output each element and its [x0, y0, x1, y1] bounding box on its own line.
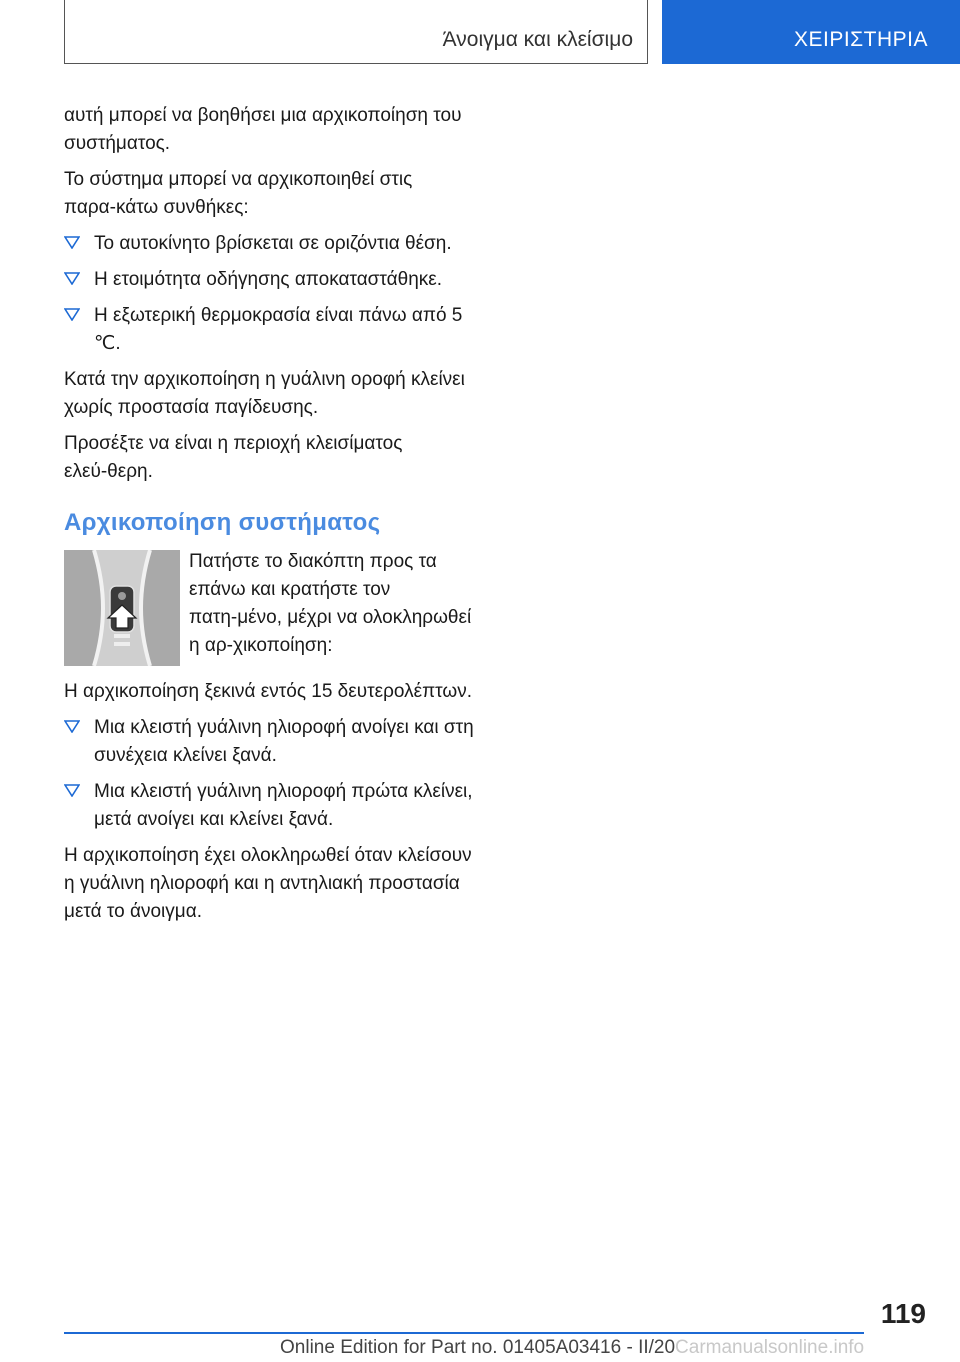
paragraph: Η αρχικοποίηση έχει ολοκληρωθεί όταν κλείσουν η γυάλινη ηλιοροφή και η αντηλιακή προστασία μετά το άνοιγμα.: [64, 845, 472, 922]
footer-edition: [280, 1337, 864, 1359]
section-heading: Αρχικοποίηση συστήματος: [64, 509, 381, 536]
triangle-bullet-icon: [64, 272, 80, 285]
list-item: [64, 230, 480, 258]
chapter-title: ΧΕΙΡΙΣΤΗΡΙΑ: [793, 28, 928, 51]
footer-divider: [64, 1332, 864, 1334]
figure-row: [64, 548, 480, 668]
list-item: [64, 266, 480, 294]
figure-instruction: Πατήστε το διακόπτη προς τα επάνω και κρατήστε τον πατη‑μένο, μέχρι να ολοκληρωθεί η αρ‑χικοποίηση:: [189, 551, 472, 656]
header-chapter-tab[interactable]: [662, 0, 960, 64]
watermark[interactable]: Carmanualsonline.info: [675, 1337, 865, 1358]
triangle-bullet-icon: [64, 308, 80, 321]
roof-switch-illustration: [64, 550, 180, 666]
triangle-bullet-icon: [64, 236, 80, 249]
page-number: 119: [880, 1298, 926, 1329]
paragraph: Προσέξτε να είναι η περιοχή κλεισίματος ελεύ‑θερη.: [64, 433, 403, 482]
edition-text: Online Edition for Part no. 01405A03416 - II/20: [280, 1337, 676, 1358]
list-item: [64, 302, 480, 358]
paragraph: Το σύστημα μπορεί να αρχικοποιηθεί στις παρα‑κάτω συνθήκες:: [64, 169, 413, 218]
list-item: [64, 778, 480, 834]
list-item-text: Η εξωτερική θερμοκρασία είναι πάνω από 5 ℃.: [94, 305, 463, 354]
list-item-text: Μια κλειστή γυάλινη ηλιοροφή πρώτα κλείνει, μετά ανοίγει και κλείνει ξανά.: [94, 781, 473, 830]
paragraph: Κατά την αρχικοποίηση η γυάλινη οροφή κλείνει χωρίς προστασία παγίδευσης.: [64, 369, 465, 418]
triangle-bullet-icon: [64, 784, 80, 797]
list-item-text: Μια κλειστή γυάλινη ηλιοροφή ανοίγει και στη συνέχεια κλείνει ξανά.: [94, 717, 474, 766]
triangle-bullet-icon: [64, 720, 80, 733]
paragraph: Η αρχικοποίηση ξεκινά εντός 15 δευτερολέπτων.: [64, 681, 473, 702]
main-column: [64, 102, 480, 934]
paragraph: αυτή μπορεί να βοηθήσει μια αρχικοποίηση του συστήματος.: [64, 105, 462, 154]
section-title: Άνοιγμα και κλείσιμο: [442, 28, 633, 51]
header-section-box: [64, 0, 648, 64]
list-item: [64, 714, 480, 770]
list-item-text: Το αυτοκίνητο βρίσκεται σε οριζόντια θέση.: [94, 233, 452, 254]
list-item-text: Η ετοιμότητα οδήγησης αποκαταστάθηκε.: [94, 269, 443, 290]
